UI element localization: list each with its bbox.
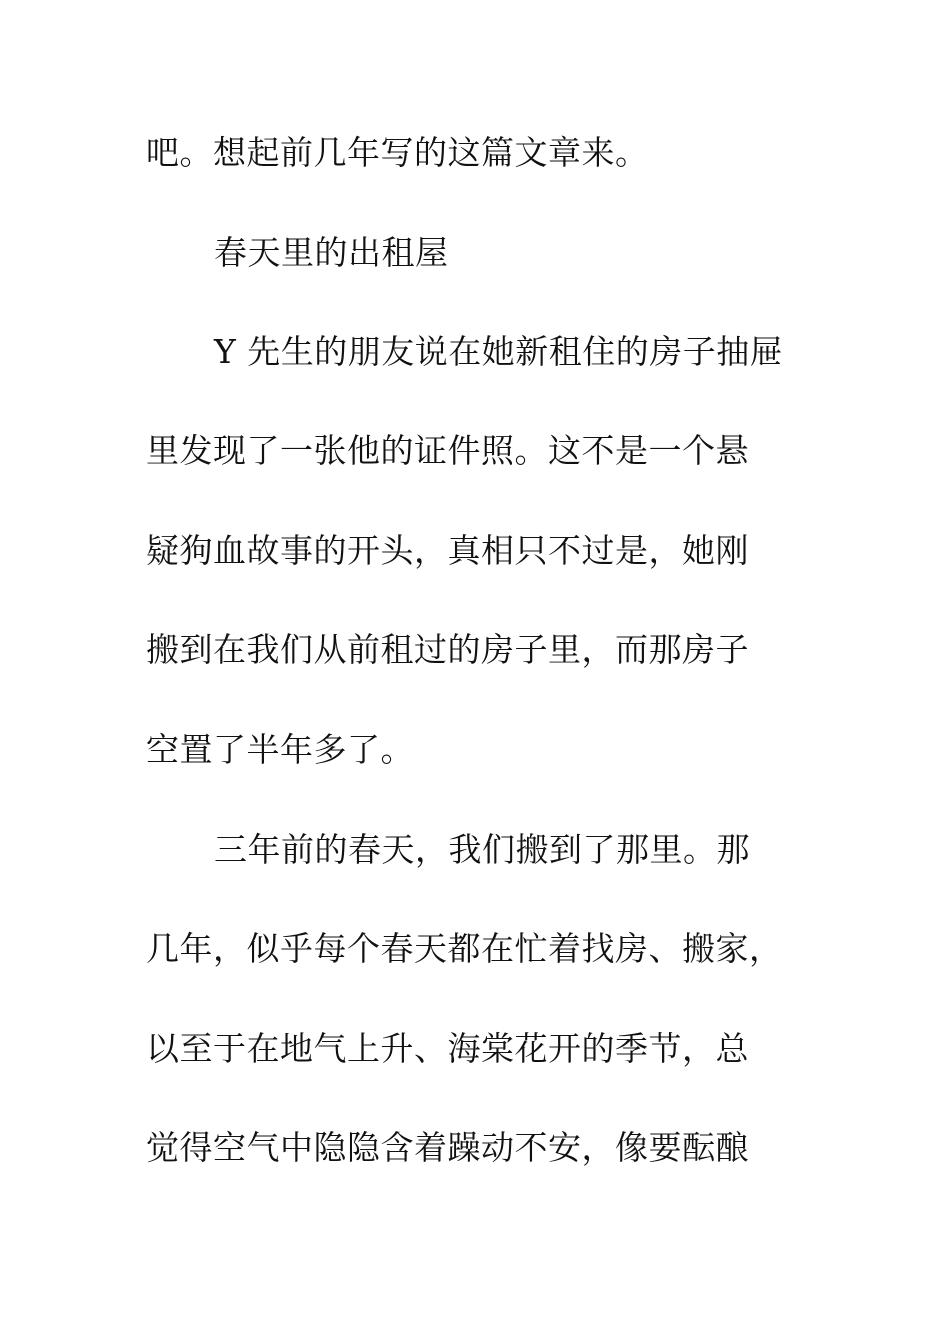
text-line: 吧。想起前几年写的这篇文章来。 bbox=[146, 133, 649, 172]
text-line: 空置了半年多了。 bbox=[146, 730, 414, 769]
text-line: 里发现了一张他的证件照。这不是一个悬 bbox=[146, 431, 749, 470]
text-line: 疑狗血故事的开头，真相只不过是，她刚 bbox=[146, 531, 749, 570]
text-line: 搬到在我们从前租过的房子里，而那房子 bbox=[146, 630, 749, 669]
article-title: 春天里的出租屋 bbox=[214, 233, 449, 272]
text-line: Y 先生的朋友说在她新租住的房子抽屉 bbox=[214, 332, 784, 371]
text-line: 觉得空气中隐隐含着躁动不安，像要酝酿 bbox=[146, 1128, 749, 1167]
text-line: 以至于在地气上升、海棠花开的季节，总 bbox=[146, 1029, 749, 1068]
text-line: 几年，似乎每个春天都在忙着找房、搬家， bbox=[146, 929, 783, 968]
text-line: 三年前的春天，我们搬到了那里。那 bbox=[214, 830, 750, 869]
